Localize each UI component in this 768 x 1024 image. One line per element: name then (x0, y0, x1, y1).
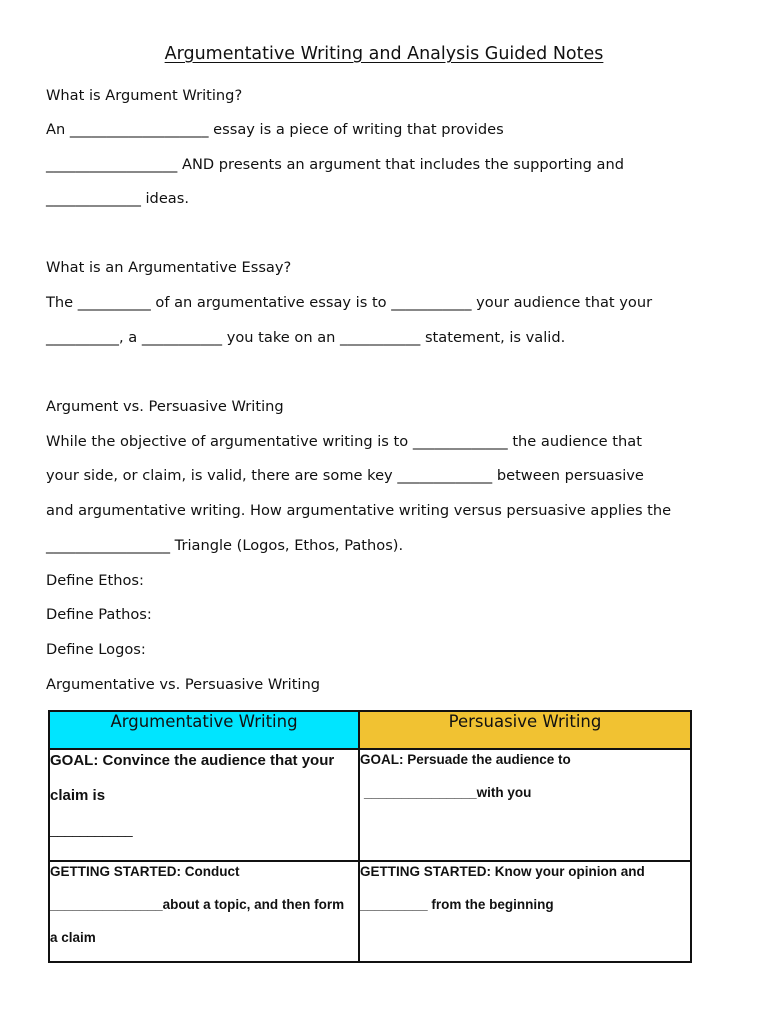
question-argument-writing: What is Argument Writing? (46, 87, 243, 104)
start-text: _________ from the beginning (360, 897, 554, 912)
table-header-row (49, 711, 691, 749)
goal-argumentative-cell (49, 749, 359, 861)
define-logos: Define Logos: (46, 641, 146, 658)
blank-line: ___________ (50, 822, 133, 837)
section-heading: Argument vs. Persuasive Writing (46, 398, 284, 415)
goal-persuasive-cell (359, 749, 691, 861)
fill-in-line: _____________ ideas. (46, 190, 189, 207)
fill-in-line: While the objective of argumentative writing is to _____________ the audience that (46, 433, 642, 450)
fill-in-line: _________________ Triangle (Logos, Ethos, Pathos). (46, 537, 404, 554)
fill-in-line: and argumentative writing. How argumentative writing versus persuasive applies the (46, 502, 672, 519)
fill-in-line: your side, or claim, is valid, there are some key _____________ between persuasive (46, 467, 644, 484)
fill-in-line: __________, a ___________ you take on an ___________ statement, is valid. (46, 329, 566, 346)
table-caption: Argumentative vs. Persuasive Writing (46, 676, 320, 693)
comparison-table (48, 710, 692, 963)
header-persuasive: Persuasive Writing (359, 711, 691, 749)
goal-text: GOAL: Persuade the audience to (360, 752, 571, 767)
fill-in-line: The __________ of an argumentative essay is to ___________ your audience that your (46, 294, 653, 311)
fill-in-line: __________________ AND presents an argument that includes the supporting and (46, 156, 624, 173)
table-row (49, 861, 691, 962)
start-persuasive-cell (359, 861, 691, 962)
define-ethos: Define Ethos: (46, 572, 144, 589)
start-text: GETTING STARTED: Know your opinion and (360, 864, 645, 879)
table-row (49, 749, 691, 861)
start-argumentative-cell (49, 861, 359, 962)
start-text: _______________about a topic, and then form (50, 897, 345, 912)
define-pathos: Define Pathos: (46, 606, 152, 623)
header-argumentative: Argumentative Writing (49, 711, 359, 749)
goal-text: _______________with you (364, 785, 532, 800)
question-argumentative-essay: What is an Argumentative Essay? (46, 259, 292, 276)
start-text: a claim (50, 930, 96, 945)
page-title: Argumentative Writing and Analysis Guided Notes (164, 44, 604, 64)
goal-text: claim is (50, 787, 106, 804)
start-text: GETTING STARTED: Conduct (50, 864, 240, 879)
goal-text: GOAL: Convince the audience that your (50, 752, 335, 769)
fill-in-line: An ___________________ essay is a piece of writing that provides (46, 121, 504, 138)
